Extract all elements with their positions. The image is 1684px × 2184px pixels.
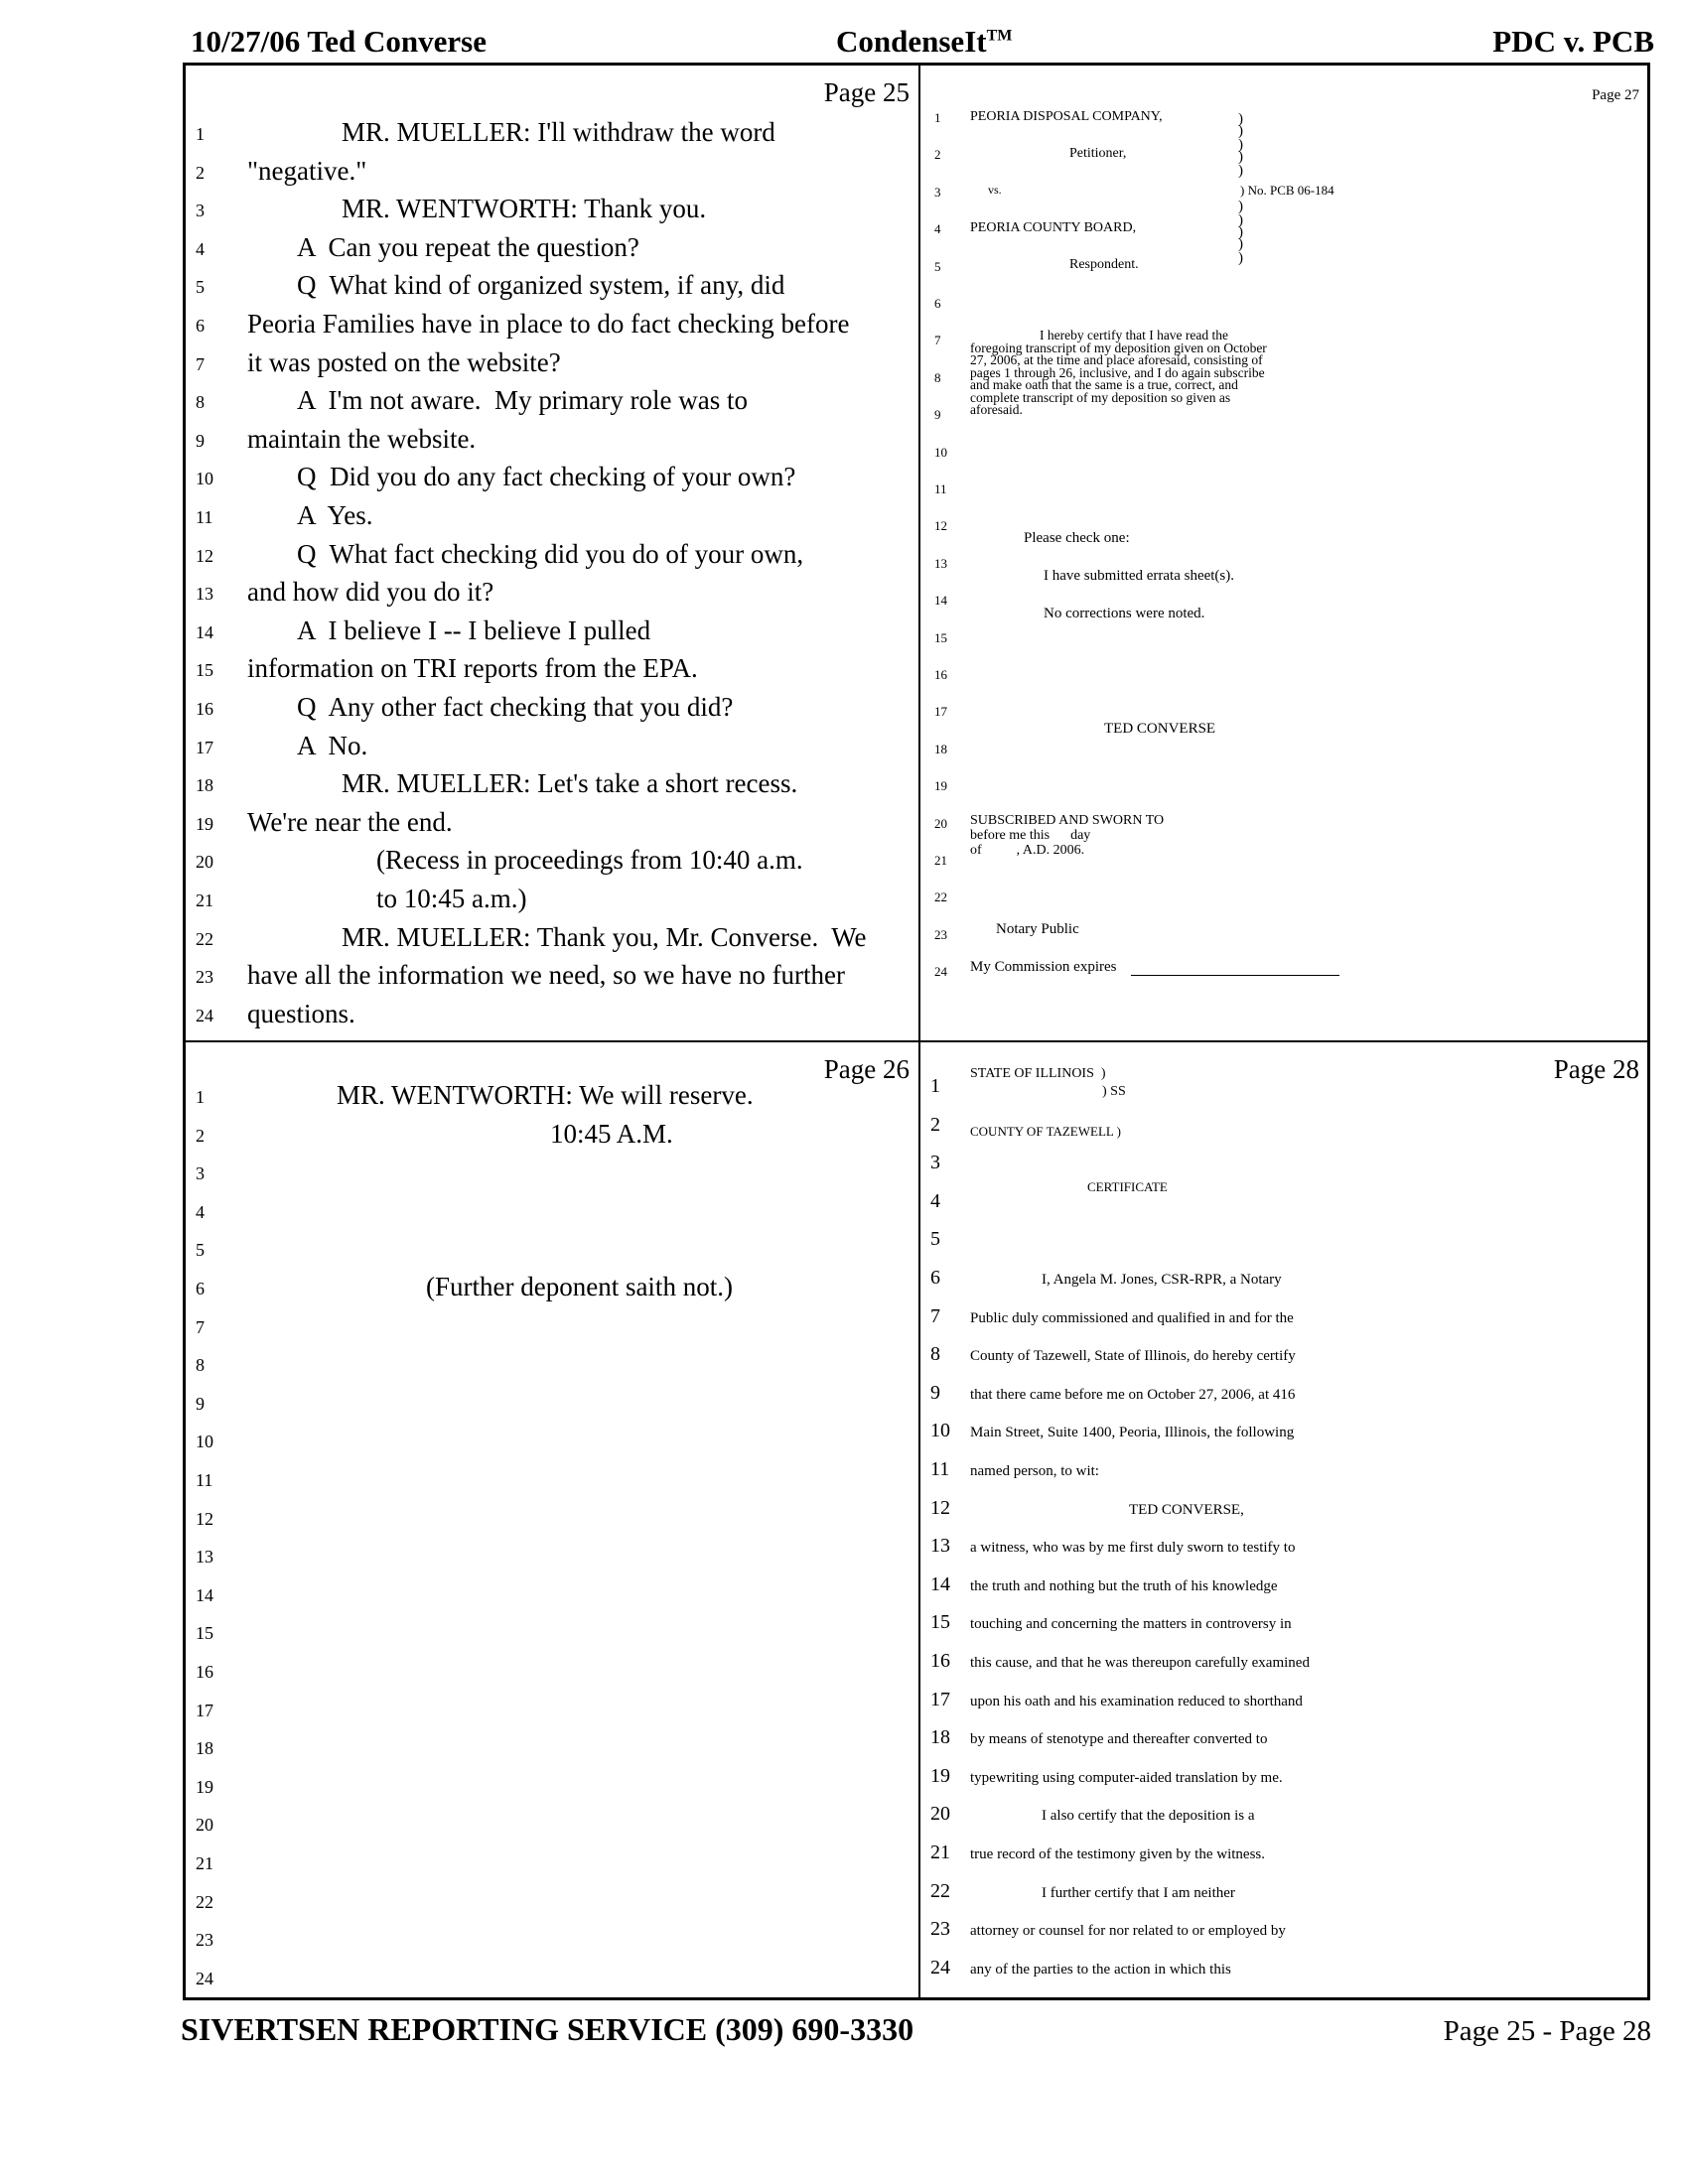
line-number: 12 xyxy=(196,1508,213,1529)
line-text: A Can you repeat the question? xyxy=(297,231,639,262)
line-text: MR. MUELLER: Thank you, Mr. Converse. We xyxy=(342,921,867,952)
line-number: 20 xyxy=(930,1803,950,1826)
line-number: 2 xyxy=(196,1125,205,1146)
line-number: 10 xyxy=(930,1420,950,1442)
line-number: 6 xyxy=(196,316,205,336)
line-text: a witness, who was by me first duly sworn to testify to xyxy=(970,1540,1296,1557)
line-text: (Further deponent saith not.) xyxy=(426,1272,733,1301)
line-text: Q Did you do any fact checking of your own? xyxy=(297,462,796,492)
certify-paragraph xyxy=(970,330,1267,417)
line-text: MR. MUELLER: I'll withdraw the word xyxy=(342,117,775,147)
line-number: 1 xyxy=(930,1075,940,1097)
line-number: 11 xyxy=(934,481,947,496)
state-of-illinois: STATE OF ILLINOIS ) xyxy=(970,1066,1106,1081)
line-text: I, Angela M. Jones, CSR-RPR, a Notary xyxy=(1042,1272,1282,1288)
commission-expires-label: My Commission expires xyxy=(970,959,1117,975)
line-number: 22 xyxy=(934,889,947,905)
line-number: 21 xyxy=(930,1842,950,1863)
line-number: 17 xyxy=(934,704,947,720)
line-number: 14 xyxy=(934,593,947,609)
line-number: 18 xyxy=(934,741,947,756)
page-27: Page 27 1 2 3 4 5 6 7 8 9 10 11 12 13 14 15 16 17 18 19 20 21 22 23 24 PEORIA DISPOSAL COMPANY, Petitioner, vs. ) No. PCB 06-184 PEORIA COUNTY BOARD, Respondent. ) ) ) ) ) ) ) ) ) ) I hereby certify that I have read the foregoing transcript of my deposition given on October 27, 2006, at the time and place aforesaid, consisting of pages 1 through 26, inclusive, and I do again subscribe and make oath that the same is a true, correct, and complete transcript of my deposition so given as aforesaid. Please check one: I have submitted errata sheet(s). No corrections were noted. TED CONVERSE SUBSCRIBED AND SWORN TO before me this day of , A.D. 2006. Notary Public My Commission expires xyxy=(934,87,1639,980)
line-text: Q Any other fact checking that you did? xyxy=(297,692,734,722)
page-28 xyxy=(920,1042,1647,1997)
caption-vs: vs. xyxy=(988,183,1002,197)
line-number: 23 xyxy=(196,1930,213,1951)
line-number: 17 xyxy=(930,1688,950,1710)
certify-line: aforesaid. xyxy=(970,402,1023,417)
line-number: 13 xyxy=(934,555,947,571)
header-center xyxy=(836,24,1012,60)
line-number: 23 xyxy=(934,926,947,942)
line-text: named person, to wit: xyxy=(970,1463,1099,1479)
line-text: MR. WENTWORTH: Thank you. xyxy=(342,194,707,224)
line-text: A I believe I -- I believe I pulled xyxy=(297,614,651,645)
line-number: 5 xyxy=(934,258,941,274)
line-number: 12 xyxy=(196,545,213,566)
line-number: 18 xyxy=(196,775,213,796)
header-left: 10/27/06 Ted Converse xyxy=(191,24,487,59)
line-number: 8 xyxy=(196,1355,205,1376)
header-center-text: CondenseIt xyxy=(836,24,987,59)
line-number: 10 xyxy=(196,469,213,489)
line-text: Public duly commissioned and qualified in and for the xyxy=(970,1309,1294,1326)
line-number: 4 xyxy=(934,221,941,237)
line-number: 1 xyxy=(934,110,941,125)
line-number: 8 xyxy=(196,392,205,413)
trademark-mark: TM xyxy=(986,27,1013,45)
line-number: 24 xyxy=(934,964,947,980)
line-number: 22 xyxy=(196,928,213,949)
line-number: 9 xyxy=(930,1381,940,1404)
certify-line: I hereby certify that I have read the xyxy=(1040,328,1229,342)
line-number: 19 xyxy=(196,813,213,834)
line-number: 17 xyxy=(196,1700,213,1720)
line-number: 6 xyxy=(196,1279,205,1298)
line-text: this cause, and that he was thereupon carefully examined xyxy=(970,1655,1310,1671)
line-number: 19 xyxy=(196,1776,213,1797)
line-number: 3 xyxy=(196,201,205,221)
line-number: 10 xyxy=(934,444,947,460)
line-number: 5 xyxy=(196,277,205,298)
footer-page-range: Page 25 - Page 28 xyxy=(1443,2015,1651,2047)
line-text: I further certify that I am neither xyxy=(1042,1884,1235,1901)
no-corrections-option: No corrections were noted. xyxy=(1044,606,1205,621)
line-number: 18 xyxy=(930,1726,950,1749)
line-number: 14 xyxy=(196,621,213,642)
line-number: 13 xyxy=(930,1535,950,1558)
certify-line: and make oath that the same is a true, correct, and xyxy=(970,377,1238,392)
line-text: MR. WENTWORTH: We will reserve. xyxy=(337,1080,754,1110)
line-number: 21 xyxy=(196,890,213,910)
caption-board: PEORIA COUNTY BOARD, xyxy=(970,220,1137,235)
line-number: 19 xyxy=(930,1764,950,1787)
line-text: information on TRI reports from the EPA. xyxy=(247,653,698,684)
line-number: 6 xyxy=(934,296,941,311)
line-number: 14 xyxy=(196,1584,213,1605)
deponent-name: TED CONVERSE xyxy=(1104,721,1216,737)
line-number: 23 xyxy=(930,1918,950,1941)
certify-line: pages 1 through 26, inclusive, and I do again subscribe xyxy=(970,364,1265,380)
line-text: County of Tazewell, State of Illinois, do hereby certify xyxy=(970,1348,1296,1365)
line-text: true record of the testimony given by the witness. xyxy=(970,1846,1266,1862)
line-number: 15 xyxy=(934,629,947,645)
page-28-label: Page 28 xyxy=(1553,1054,1639,1084)
line-number: 1 xyxy=(196,1087,205,1107)
line-number: 7 xyxy=(934,333,941,348)
line-number: 9 xyxy=(196,430,205,451)
page-25-label: Page 25 xyxy=(823,77,910,107)
line-number: 6 xyxy=(930,1267,940,1289)
page-27-label: Page 27 xyxy=(1592,87,1639,103)
line-number: 23 xyxy=(196,967,213,988)
line-number: 4 xyxy=(196,1201,205,1222)
county-of-tazewell: COUNTY OF TAZEWELL ) xyxy=(970,1124,1121,1139)
line-text: that there came before me on October 27, 2006, at 416 xyxy=(970,1386,1296,1403)
line-number: 11 xyxy=(930,1458,950,1480)
line-number: 15 xyxy=(930,1611,950,1634)
ss-mark: ) SS xyxy=(1102,1084,1126,1099)
line-text: Peoria Families have in place to do fact checking before xyxy=(247,309,850,339)
page-26 xyxy=(186,1042,917,1997)
line-text: it was posted on the website? xyxy=(247,346,561,377)
line-text: I also certify that the deposition is a xyxy=(1042,1808,1255,1825)
line-number: 7 xyxy=(196,353,205,374)
line-text: and how did you do it? xyxy=(247,577,494,608)
line-text: MR. MUELLER: Let's take a short recess. xyxy=(342,768,798,799)
certify-line: foregoing transcript of my deposition given on October xyxy=(970,340,1267,355)
line-number: 4 xyxy=(196,238,205,259)
caption-respondent: Respondent. xyxy=(1069,257,1139,272)
line-number: 16 xyxy=(196,1662,213,1682)
line-text: questions. xyxy=(247,998,355,1028)
line-number: 3 xyxy=(934,184,941,200)
line-number: 16 xyxy=(196,699,213,719)
line-number: 16 xyxy=(934,667,947,682)
line-number: 5 xyxy=(930,1228,940,1251)
line-number: 2 xyxy=(196,162,205,183)
line-number: 15 xyxy=(196,660,213,681)
certify-line: 27, 2006, at the time and place aforesaid, consisting of xyxy=(970,352,1263,367)
line-text: attorney or counsel for nor related to or employed by xyxy=(970,1923,1286,1940)
line-number: 3 xyxy=(196,1163,205,1184)
line-number: 10 xyxy=(196,1432,213,1452)
line-text: Q What kind of organized system, if any, did xyxy=(297,270,785,301)
subscribed-text: SUBSCRIBED AND SWORN TO xyxy=(970,813,1165,828)
line-number: 20 xyxy=(934,815,947,831)
line-number: 3 xyxy=(930,1152,940,1174)
line-number: 24 xyxy=(196,1005,213,1025)
line-text: any of the parties to the action in which this xyxy=(970,1961,1231,1978)
line-text: We're near the end. xyxy=(247,806,453,837)
line-number: 15 xyxy=(196,1623,213,1644)
line-number: 14 xyxy=(930,1572,950,1595)
line-text: typewriting using computer-aided translation by me. xyxy=(970,1769,1283,1786)
line-number: 22 xyxy=(196,1891,213,1912)
line-text: maintain the website. xyxy=(247,423,477,454)
before-me-text: before me this day xyxy=(970,828,1091,843)
line-number: 12 xyxy=(930,1496,950,1519)
page-26-label: Page 26 xyxy=(823,1054,910,1084)
line-number: 13 xyxy=(196,584,213,605)
line-text: "negative." xyxy=(247,155,367,186)
line-number: 8 xyxy=(934,369,941,385)
line-text: (Recess in proceedings from 10:40 a.m. xyxy=(376,845,803,876)
line-number: 9 xyxy=(934,407,941,423)
line-number: 7 xyxy=(930,1304,940,1327)
line-text: the truth and nothing but the truth of his knowledge xyxy=(970,1577,1278,1594)
line-number: 18 xyxy=(196,1738,213,1759)
check-one-label: Please check one: xyxy=(1024,530,1130,546)
line-number: 21 xyxy=(196,1853,213,1873)
errata-option: I have submitted errata sheet(s). xyxy=(1044,568,1235,584)
line-number: 4 xyxy=(930,1189,940,1212)
line-number: 2 xyxy=(934,147,941,163)
line-number: 16 xyxy=(930,1650,950,1672)
line-number: 9 xyxy=(196,1393,205,1414)
line-text: A Yes. xyxy=(297,500,373,530)
page-25 xyxy=(186,66,917,1038)
line-text: TED CONVERSE, xyxy=(1129,1501,1244,1518)
line-number: 22 xyxy=(930,1879,950,1902)
line-number: 11 xyxy=(196,1470,213,1490)
caption-petitioner: Petitioner, xyxy=(1069,146,1127,161)
line-number: 2 xyxy=(930,1113,940,1136)
caption-company: PEORIA DISPOSAL COMPANY, xyxy=(970,109,1163,124)
line-number: 1 xyxy=(196,124,205,144)
commission-signature-line xyxy=(1131,975,1339,976)
line-text: upon his oath and his examination reduced to shorthand xyxy=(970,1693,1303,1709)
line-number: 8 xyxy=(930,1343,940,1366)
line-number: 21 xyxy=(934,853,947,868)
header-right: PDC v. PCB xyxy=(1492,24,1654,59)
line-text: have all the information we need, so we have no further xyxy=(247,960,846,991)
line-number: 17 xyxy=(196,737,213,757)
line-number: 13 xyxy=(196,1547,213,1568)
line-text: A No. xyxy=(297,730,368,760)
notary-public-label: Notary Public xyxy=(996,921,1079,937)
line-text: touching and concerning the matters in controversy in xyxy=(970,1616,1292,1633)
certify-line: complete transcript of my deposition so given as xyxy=(970,389,1231,405)
line-number: 5 xyxy=(196,1240,205,1261)
line-text: Q What fact checking did you do of your own, xyxy=(297,538,804,569)
line-number: 19 xyxy=(934,778,947,794)
line-number: 24 xyxy=(196,1968,213,1988)
caption-case-number: ) No. PCB 06-184 xyxy=(1240,183,1334,198)
line-text: Main Street, Suite 1400, Peoria, Illinois, the following xyxy=(970,1425,1295,1441)
line-number: 20 xyxy=(196,1815,213,1836)
transcript-frame xyxy=(183,63,1650,2000)
line-number: 11 xyxy=(196,507,213,527)
footer-reporter: SIVERTSEN REPORTING SERVICE (309) 690-3330 xyxy=(181,2011,914,2047)
certificate-heading: CERTIFICATE xyxy=(1087,1179,1168,1194)
line-text: A I'm not aware. My primary role was to xyxy=(297,385,749,416)
of-year-text: of , A.D. 2006. xyxy=(970,843,1085,858)
line-number: 7 xyxy=(196,1316,205,1337)
line-text: by means of stenotype and thereafter converted to xyxy=(970,1731,1268,1748)
line-text: 10:45 A.M. xyxy=(550,1118,673,1149)
line-number: 24 xyxy=(930,1956,950,1979)
line-number: 12 xyxy=(934,518,947,534)
line-number: 20 xyxy=(196,852,213,873)
line-text: to 10:45 a.m.) xyxy=(376,884,527,913)
